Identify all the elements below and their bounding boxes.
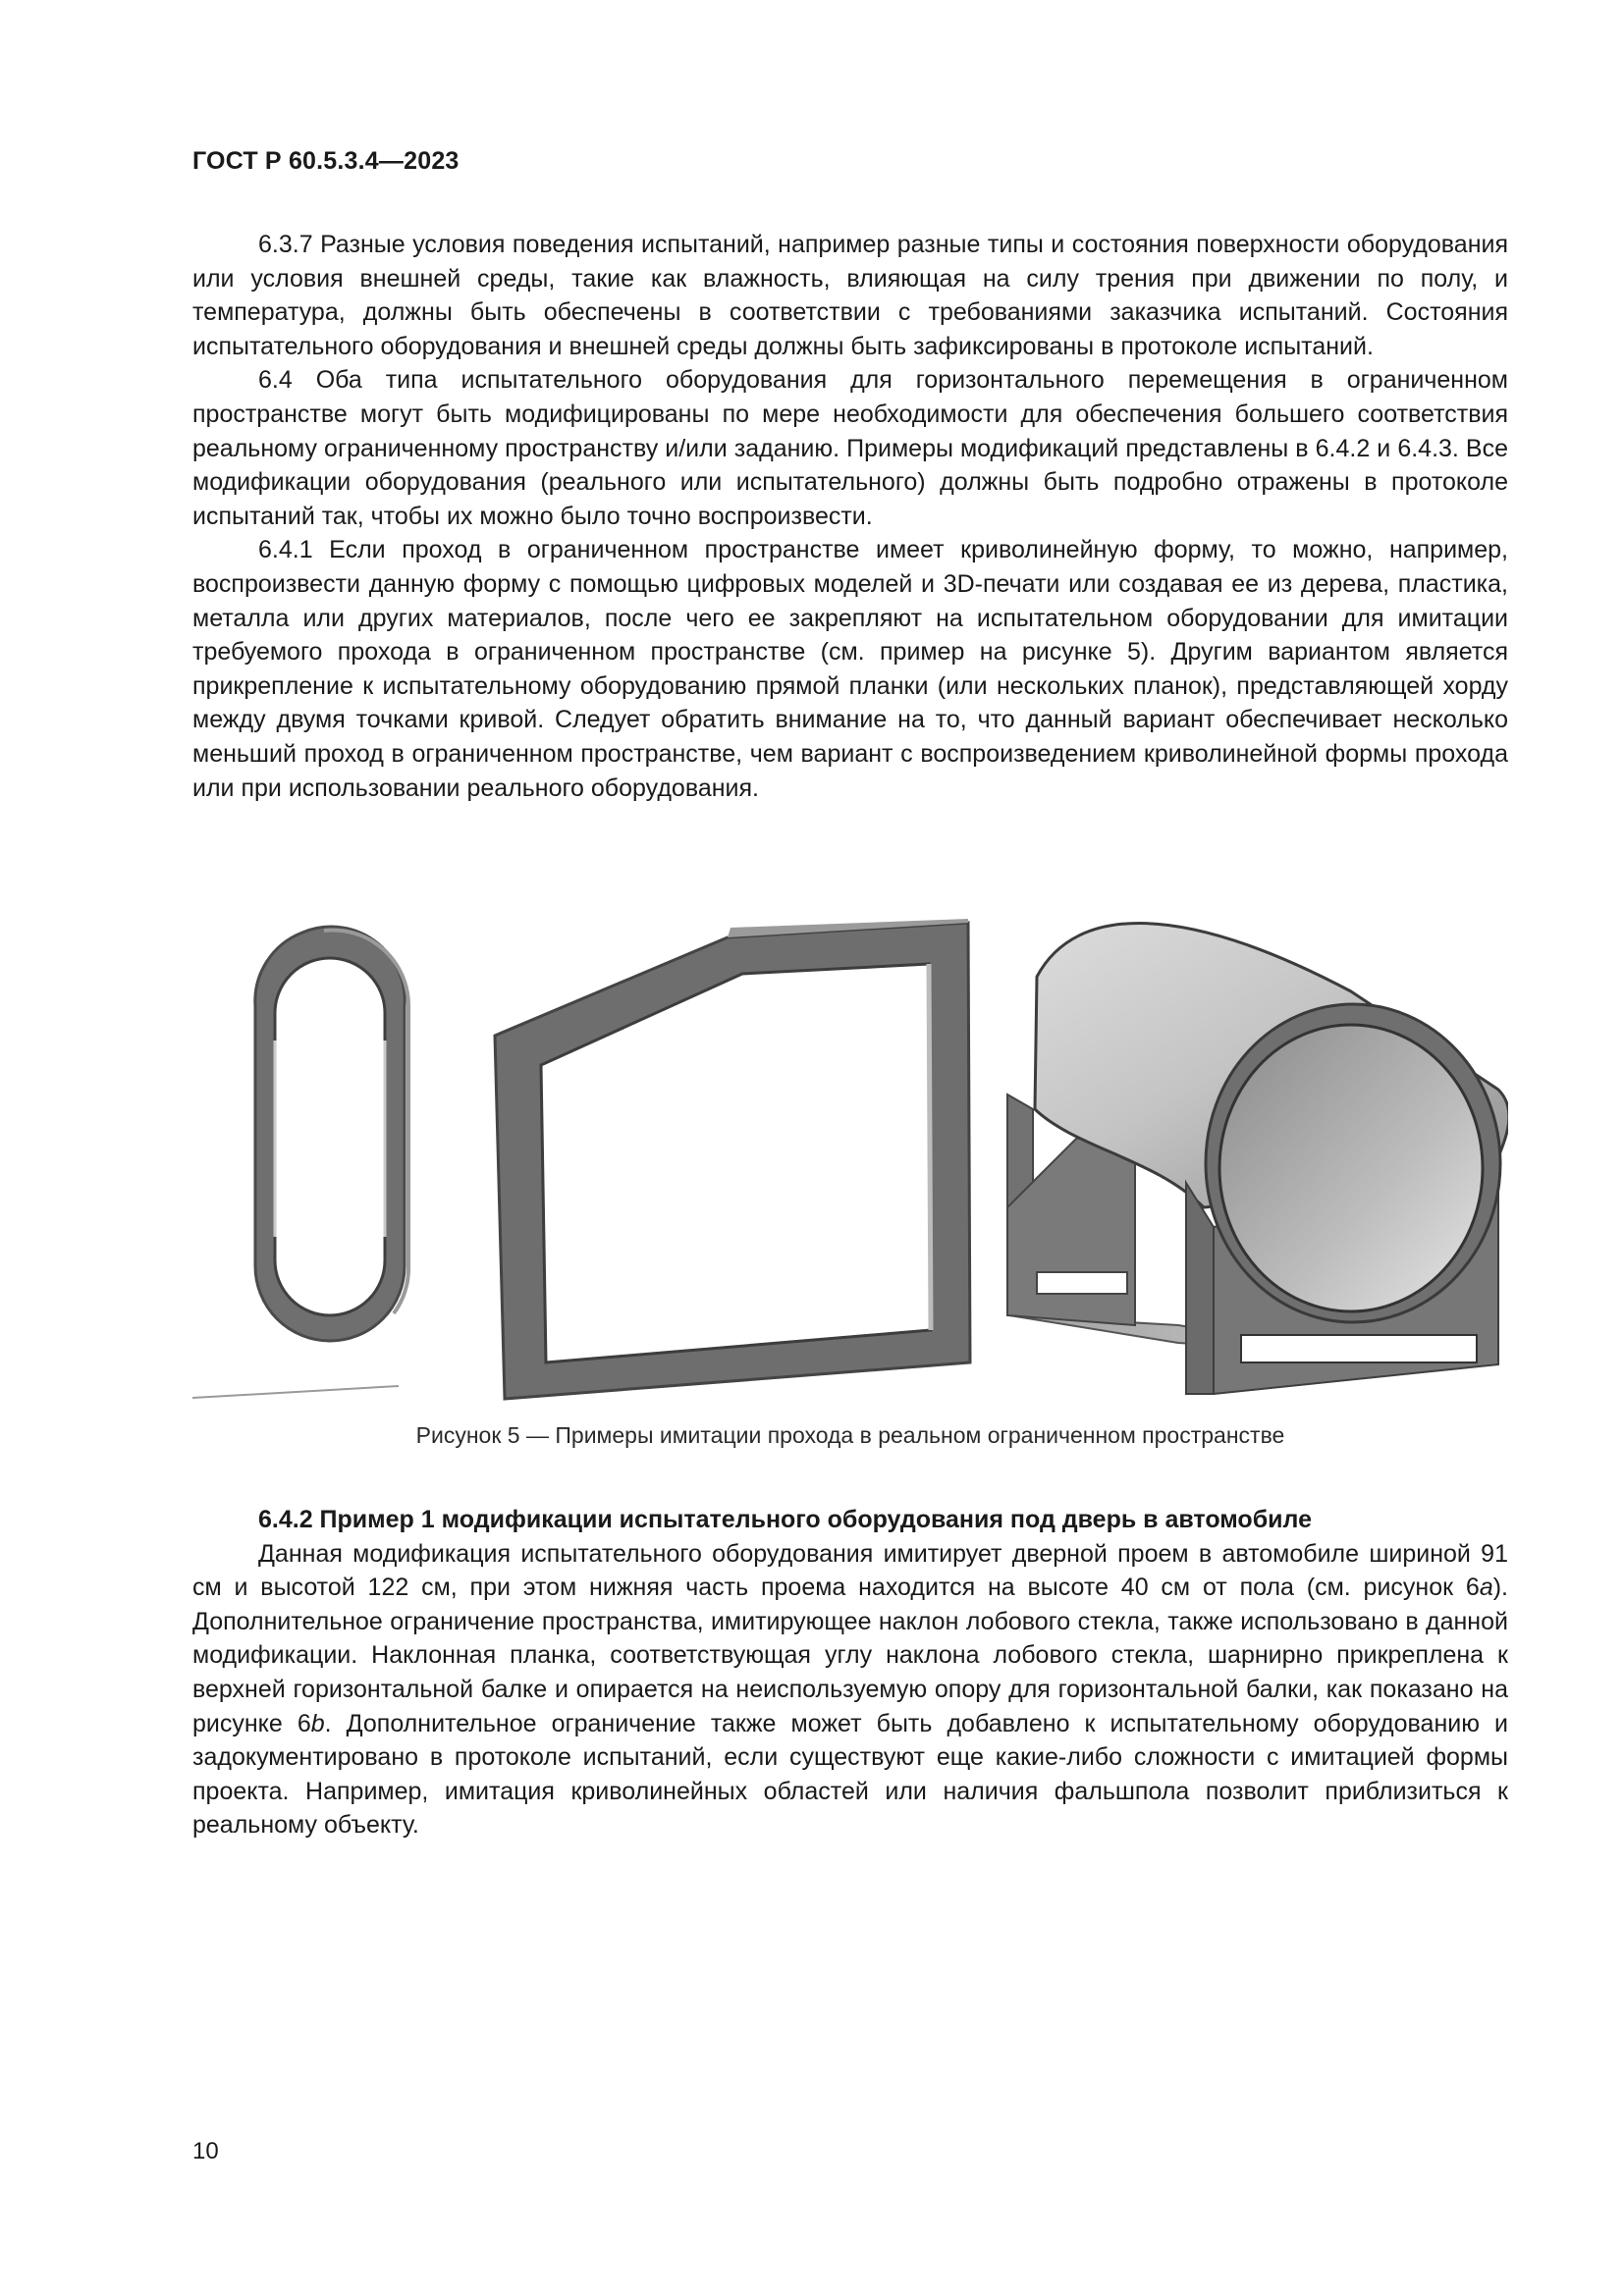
paragraph-6-4: 6.4 Оба типа испытательного оборудования для горизонтального перемещения в ограниченном пространстве могут быть модифицированы по мере необходимости для обеспечения большего соответствия реальному ограниченному пространству и/или заданию. Примеры модификаций представлены в 6.4.2 и 6.4.3. Все модификации оборудования (реального или испытательного) должны быть подробно отражены в протоколе испытаний так, чтобы их можно было точно воспроизвести.: [192, 366, 1508, 530]
page-number: 10: [192, 2138, 219, 2164]
body-text-upper: [192, 228, 1508, 805]
standard-code-header: ГОСТ Р 60.5.3.4—2023: [192, 147, 460, 175]
figure-5-illustration: [192, 883, 1508, 1414]
paragraph-6-4-2-part2: ). Дополнительное ограничение пространства, имитирующее наклон лобового стекла, также использовано в данной модификации. Наклонная планка, соответствующая углу наклона лобового стекла, шарнирно прикреплена к верхней горизонтальной балке и опирается на неиспользуемую опору для горизонтальной балки, как показано на рисунке 6: [192, 1574, 1508, 1737]
stadium-frame-shape: [192, 927, 408, 1401]
body-text-lower: [192, 1503, 1508, 1842]
paragraph-6-4-1: 6.4.1 Если проход в ограниченном пространстве имеет криволинейную форму, то можно, например, воспроизвести данную форму с помощью цифровых моделей и 3D-печати или создавая ее из дерева, пластика, металла или других материалов, после чего ее закрепляют на испытательном оборудовании для имитации требуемого прохода в ограниченном пространстве (см. пример на рисунке 5). Другим вариантом является прикрепление к испытательному оборудованию прямой планки (или нескольких планок), представляющей хорду между двумя точками кривой. Следует обратить внимание на то, что данный вариант обеспечивает несколько меньший проход в ограниченном пространстве, чем вариант с воспроизведением криволинейной формы прохода или при использовании реального оборудования.: [192, 536, 1508, 802]
paragraph-6-4-2-part3: . Дополнительное ограничение также может быть добавлено к испытательному оборудованию и задокументировано в протоколе испытаний, если существуют еще какие-либо сложности с имитацией формы проекта. Например, имитация криволинейных областей или наличия фальшпола позволит приблизиться к реальному объекту.: [192, 1709, 1508, 1840]
figure-5-caption: Рисунок 5 — Примеры имитации прохода в реальном ограниченном пространстве: [415, 1422, 1285, 1448]
paragraph-6-4-2-part1: Данная модификация испытательного оборудования имитирует дверной проем в автомобиле шириной 91 см и высотой 122 см, при этом нижняя часть проема находится на высоте 40 см от пола (см. рисунок 6: [192, 1539, 1508, 1602]
paragraph-6-3-7: 6.3.7 Разные условия поведения испытаний, например разные типы и состояния поверхности оборудования или условия внешней среды, такие как влажность, влияющая на силу трения при движении по полу, и температура, должны быть обеспечены в соответствии с требованиями заказчика испытаний. Состояния испытательного оборудования и внешней среды должны быть зафиксированы в протоколе испытаний.: [192, 231, 1508, 360]
paragraph-6-4-2: [192, 1537, 1508, 1842]
figure-6a-ref: а: [1479, 1574, 1493, 1602]
cylinder-tunnel-shape: [1007, 923, 1508, 1394]
angled-frame-shape: [495, 919, 970, 1399]
section-6-4-2-heading: 6.4.2 Пример 1 модификации испытательного оборудования под дверь в автомобиле: [258, 1506, 1312, 1533]
figure-6b-ref: b: [310, 1709, 325, 1737]
